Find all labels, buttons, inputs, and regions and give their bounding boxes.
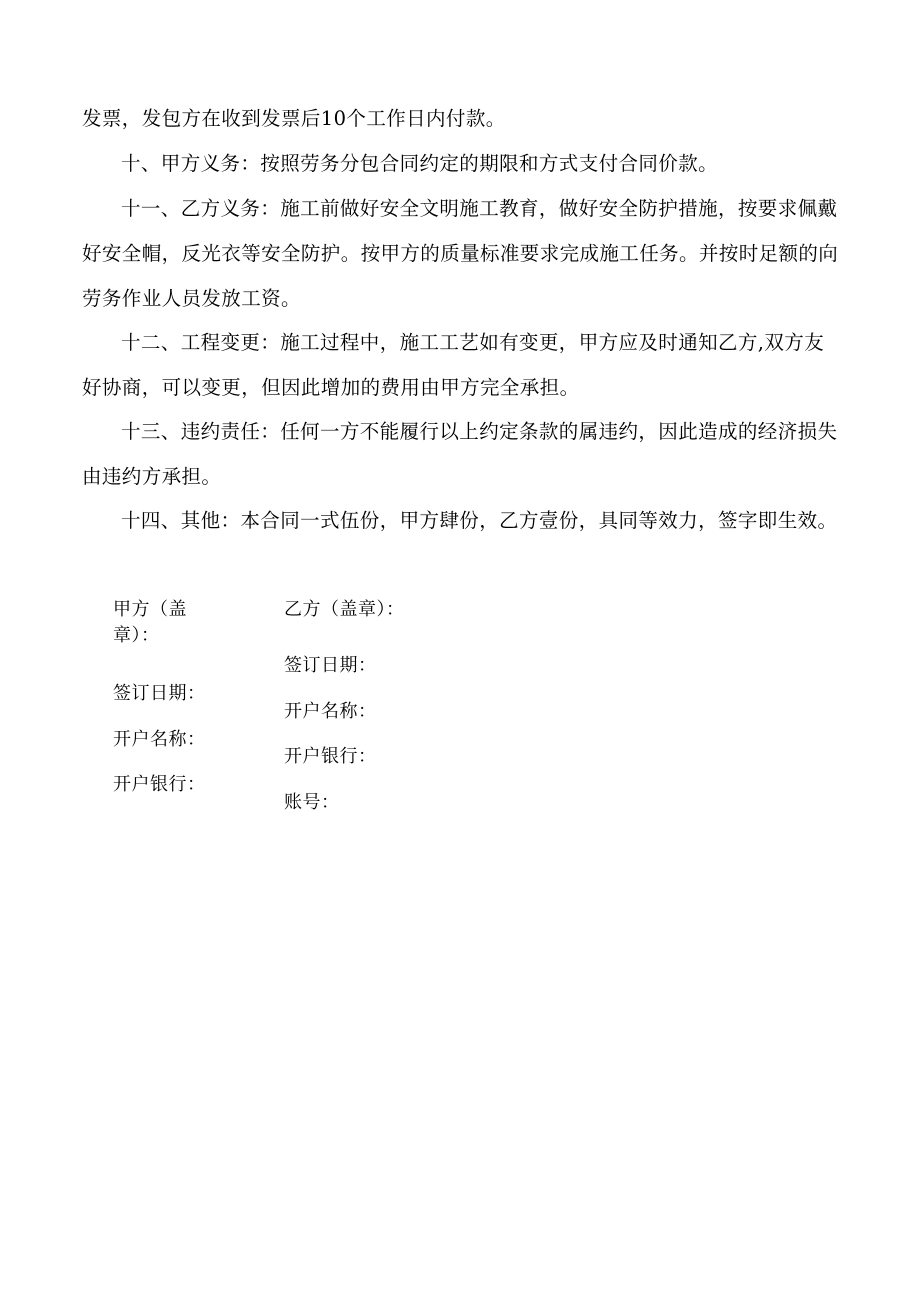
paragraph-line: 劳务作业人员发放工资。 (82, 287, 301, 310)
clause-13-breach-liability (82, 409, 852, 499)
paragraph-line: 十一、乙方义务：施工前做好安全文明施工教育，做好安全防护措施，按要求佩戴 (121, 197, 838, 220)
paragraph-line: 好协商，可以变更，但因此增加的费用由甲方完全承担。 (82, 376, 580, 399)
clause-11-party-b-obligations (82, 186, 852, 321)
clause-14-other (82, 498, 891, 543)
party-a-bank-label: 开户银行： (113, 774, 206, 795)
party-a-seal-label-continued: 章）： (113, 625, 160, 646)
clause-12-project-changes (82, 320, 852, 410)
party-b-sign-date-label: 签订日期： (284, 655, 377, 676)
clause-payment-continuation (82, 96, 852, 141)
paragraph-line: 好安全帽，反光衣等安全防护。按甲方的质量标准要求完成施工任务。并按时足额的向 (82, 242, 839, 265)
paragraph-line: 十四、其他：本合同一式伍份，甲方肆份，乙方壹份，具同等效力，签字即生效。 (121, 509, 838, 532)
party-a-account-name-label: 开户名称： (113, 729, 206, 750)
paragraph-line: 由违约方承担。 (82, 465, 222, 488)
party-b-account-name-label: 开户名称： (284, 701, 377, 722)
clause-10-party-a-obligations (82, 141, 891, 186)
party-b-bank-label: 开户银行： (284, 746, 377, 767)
paragraph-line: 十、甲方义务：按照劳务分包合同约定的期限和方式支付合同价款。 (121, 152, 719, 175)
paragraph-line: 十三、违约责任：任何一方不能履行以上约定条款的属违约，因此造成的经济损失 (121, 420, 838, 443)
party-b-account-number-label: 账号： (284, 792, 340, 813)
paragraph-line: 发票，发包方在收到发票后10个工作日内付款。 (82, 107, 506, 130)
party-a-sign-date-label: 签订日期： (113, 683, 206, 704)
party-b-seal-label: 乙方（盖章）： (284, 599, 405, 620)
party-a-seal-label: 甲方（盖 (113, 599, 187, 620)
paragraph-line: 十二、工程变更：施工过程中，施工工艺如有变更，甲方应及时通知乙方,双方友 (121, 331, 825, 354)
